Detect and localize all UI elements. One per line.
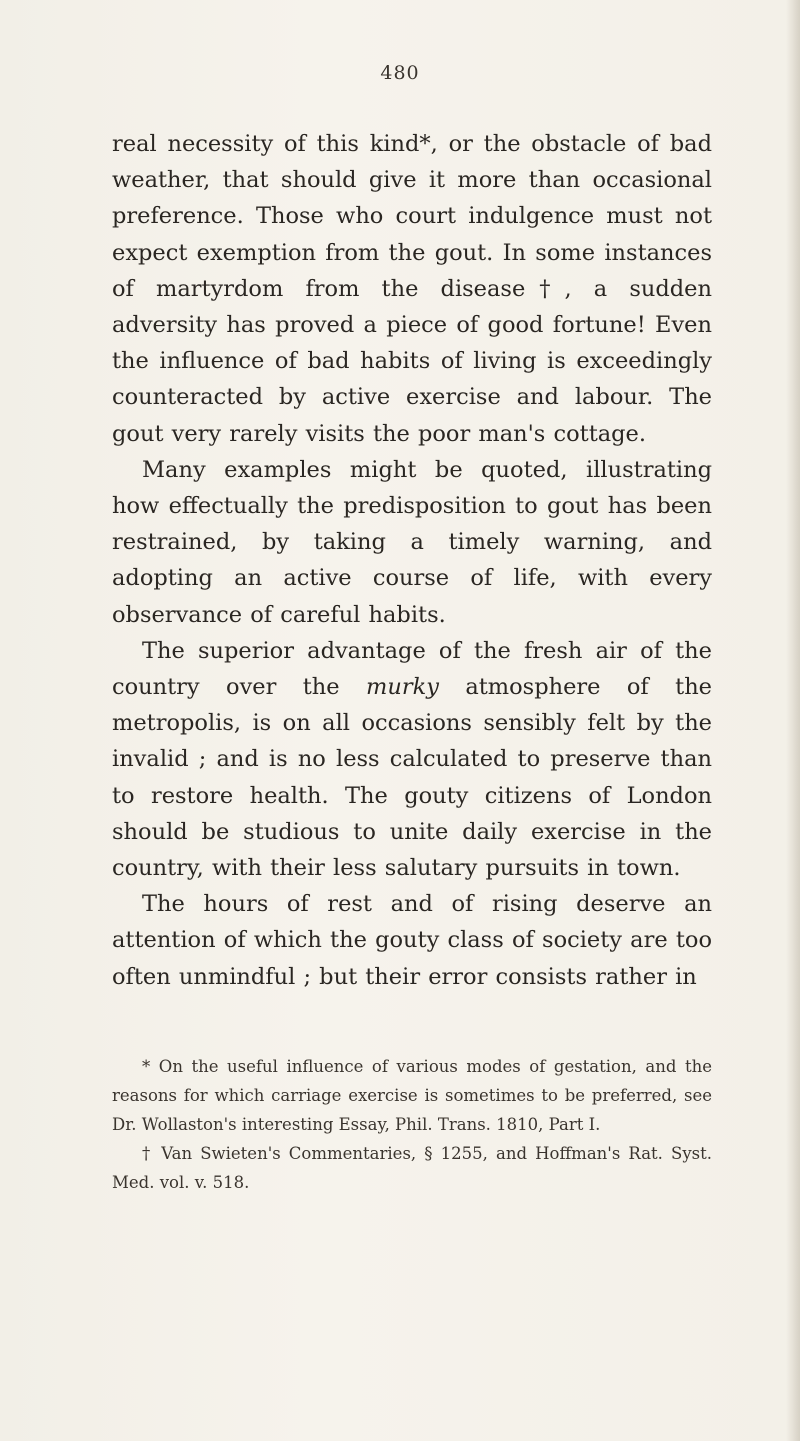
emphasis-murky: murky [366, 674, 439, 701]
footnote-1: * On the useful influence of various modes of gestation, and the reasons for which carriage exercise is sometimes to be preferred, see Dr. Wollaston's interesting Essay, Phil. Trans. 1810, Part I. [112, 1057, 712, 1134]
page-edge-shadow [786, 0, 800, 1441]
main-text [112, 126, 712, 995]
paragraph-3-after: atmosphere of the metropolis, is on all occasions sensibly felt by the invalid ; and is no less calculated to preserve than to restore health. The gouty citizens of London should be studious to unite daily exercise in the country, with their less salutary pursuits in town. [112, 674, 712, 882]
page-number: 480 [380, 62, 420, 84]
paragraph-4: The hours of rest and of rising deserve an attention of which the gouty class of society are too often unmindful ; but their error consists rather in [112, 891, 712, 990]
paragraph-1: real necessity of this kind*, or the obstacle of bad weather, that should give it more than occasional preference. Those who court indulgence must not expect exemption from the gout. In some instances of martyrdom from the disease†, a sudden adversity has proved a piece of good fortune! Even the influence of bad habits of living is exceedingly counteracted by active exercise and labour. The gout very rarely visits the poor man's cottage. [112, 131, 712, 447]
footnote-2: † Van Swieten's Commentaries, § 1255, and Hoffman's Rat. Syst. Med. vol. v. 518. [112, 1144, 712, 1192]
paragraph-2: Many examples might be quoted, illustrating how effectually the predisposition to gout has been restrained, by taking a timely warning, and adopting an active course of life, with every observance of careful habits. [112, 456, 712, 628]
footnotes [112, 1052, 712, 1197]
paragraph-3 [112, 633, 712, 886]
paragraph-3-before: The superior advantage of the fresh air of the country over the [112, 637, 712, 701]
